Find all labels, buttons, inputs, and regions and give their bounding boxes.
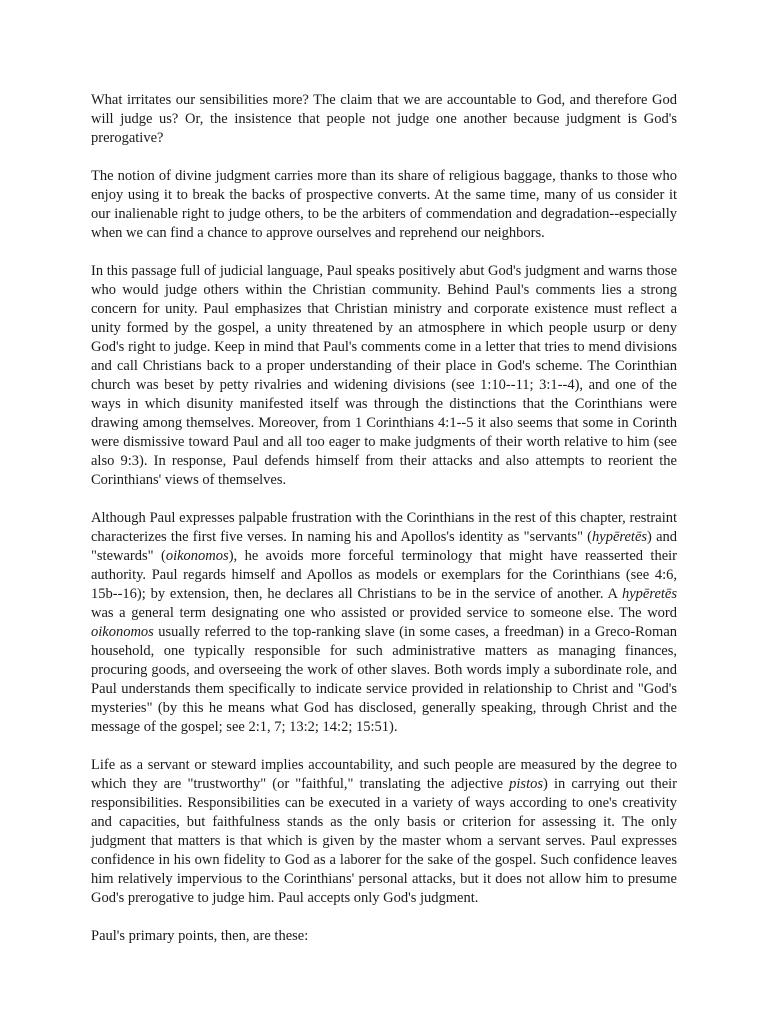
italic-term: pistos: [509, 776, 543, 792]
paragraph-6: [91, 927, 677, 946]
text-run: ), he avoids more forceful terminology that might have reasserted their authority. Paul regards himself and Apollos as models or exemplars for the Corinthians (see 4:6, 15b--16); by extension, then, he declares all Christians to be in the service of another. A: [91, 548, 678, 602]
italic-term: hypēretēs: [592, 529, 648, 545]
italic-term: oikonomos: [165, 548, 229, 564]
text-run: Although Paul expresses palpable frustration with the Corinthians in the rest of this chapter, restraint characterizes the first five verses. In naming his and Apollos's identity as "servants" (: [91, 510, 677, 545]
text-run: Life as a servant or steward implies accountability, and such people are measured by the degree to which they are "trustworthy" (or "faithful," translating the adjective: [91, 757, 677, 792]
document-body: [91, 91, 677, 946]
text-run: ) and "stewards" (: [91, 529, 678, 564]
text-run: What irritates our sensibilities more? The claim that we are accountable to God, and therefore God will judge us? Or, the insistence that people not judge one another because judgment is God's prerogative?: [91, 92, 677, 146]
paragraph-3: [91, 262, 677, 490]
paragraph-2: [91, 167, 677, 243]
paragraph-5: [91, 756, 677, 908]
text-run: The notion of divine judgment carries more than its share of religious baggage, thanks to those who enjoy using it to break the backs of prospective converts. At the same time, many of us consider it our inalienable right to judge others, to be the arbiters of commendation and degradation--especially when we can find a chance to approve ourselves and reprehend our neighbors.: [91, 168, 677, 241]
paragraph-4: [91, 509, 677, 737]
text-run: Paul's primary points, then, are these:: [91, 928, 309, 944]
italic-term: hypēretēs: [621, 586, 677, 602]
text-run: ) in carrying out their responsibilities. Responsibilities can be executed in a variety of ways according to one's creativity and capacities, but faithfulness stands as the only basis or criterion for assessing it. The only judgment that matters is that which is given by the master whom a servant serves. Paul expresses confidence in his own fidelity to God as a laborer for the sake of the gospel. Such confidence leaves him relatively impervious to the Corinthians' personal attacks, but it does not allow him to presume God's prerogative to judge him. Paul accepts only God's judgment.: [91, 776, 677, 906]
paragraph-1: [91, 91, 677, 148]
text-run: usually referred to the top-ranking slave (in some cases, a freedman) in a Greco-Roman household, one typically responsible for such administrative matters as managing finances, procuring goods, and overseeing the work of other slaves. Both words imply a subordinate role, and Paul understands them specifically to indicate service provided in relationship to Christ and "God's mysteries" (by this he means what God has disclosed, generally speaking, through Christ and the message of the gospel; see 2:1, 7; 13:2; 14:2; 15:51).: [91, 624, 677, 735]
italic-term: oikonomos: [91, 624, 154, 640]
text-run: was a general term designating one who assisted or provided service to someone else. The word: [91, 605, 677, 621]
text-run: In this passage full of judicial language, Paul speaks positively abut God's judgment and warns those who would judge others within the Christian community. Behind Paul's comments lies a strong concern for unity. Paul emphasizes that Christian ministry and corporate existence must reflect a unity formed by the gospel, a unity threatened by an atmosphere in which people usurp or deny God's right to judge. Keep in mind that Paul's comments come in a letter that tries to mend divisions and call Christians back to a proper understanding of their place in God's scheme. The Corinthian church was beset by petty rivalries and widening divisions (see 1:10--11; 3:1--4), and one of the ways in which disunity manifested itself was through the distinctions that the Corinthians were drawing among themselves. Moreover, from 1 Corinthians 4:1--5 it also seems that some in Corinth were dismissive toward Paul and all too eager to make judgments of their worth relative to him (see also 9:3). In response, Paul defends himself from their attacks and also attempts to reorient the Corinthians' views of themselves.: [91, 263, 677, 488]
